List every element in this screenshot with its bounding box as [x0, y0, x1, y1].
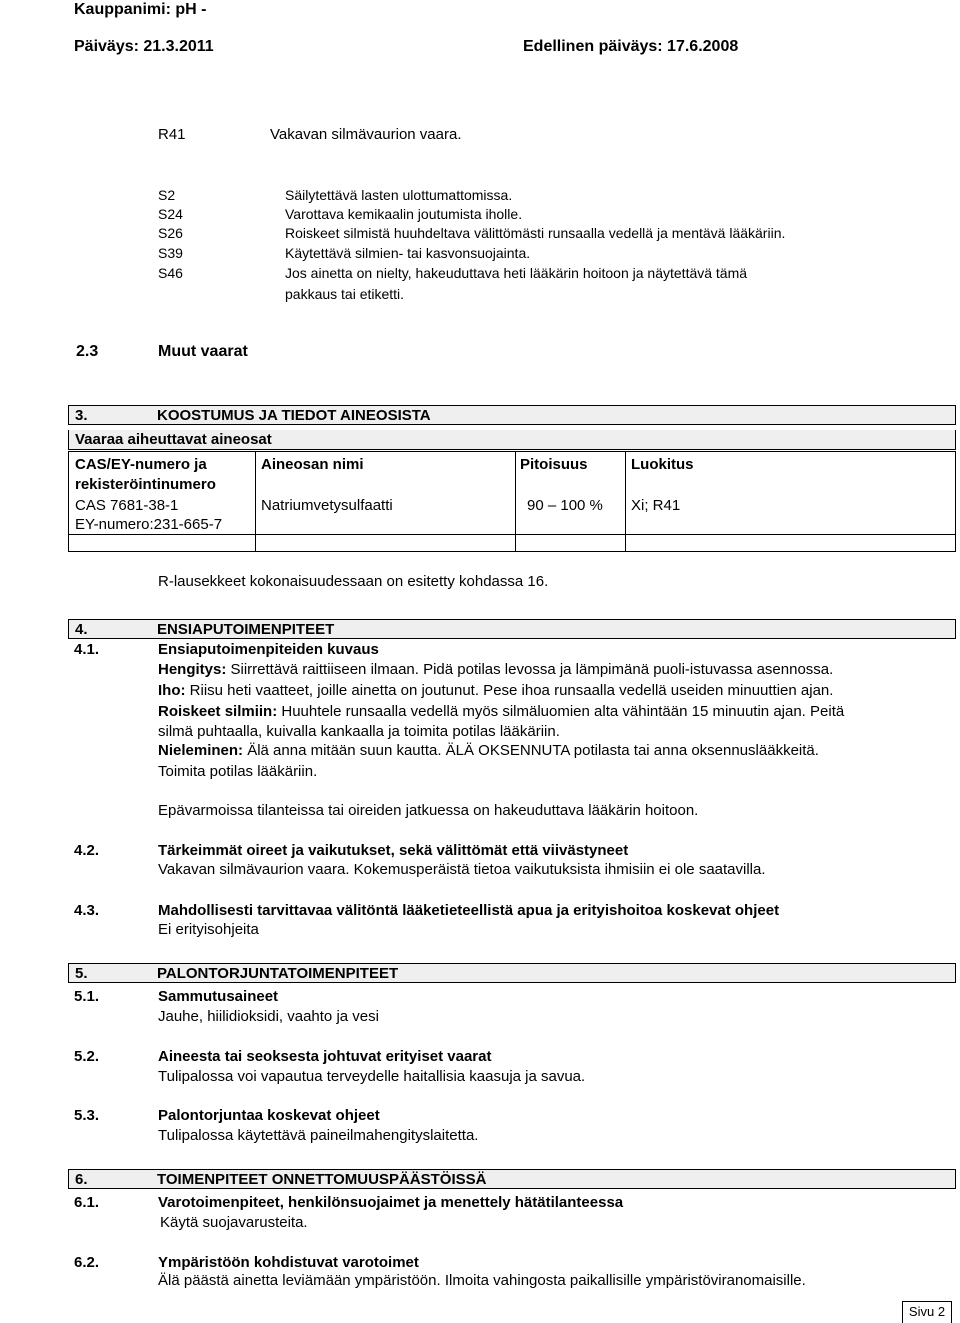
s-phrase-code: S46 [158, 265, 183, 281]
document-date: Päiväys: 21.3.2011 [74, 38, 214, 55]
text-doubt: Epävarmoissa tilanteissa tai oireiden jatkuessa on hakeuduttava lääkärin hoitoon. [158, 802, 699, 819]
section-6-bar [68, 1169, 956, 1189]
subsection-text: Ei erityisohjeita [158, 921, 259, 938]
text-eyes: Huuhtele runsaalla vedellä myös silmäluomien alta vähintään 15 minuutin ajan. Peitä [277, 703, 845, 720]
section-title: TOIMENPITEET ONNETTOMUUSPÄÄSTÖISSÄ [157, 1171, 487, 1188]
subsection-title: Mahdollisesti tarvittavaa välitöntä lääketieteellistä apua ja erityishoitoa koskevat ohjeet [158, 902, 780, 919]
cell-classification: Xi; R41 [631, 497, 681, 514]
r-phrase-note: R-lausekkeet kokonaisuudessaan on esitetty kohdassa 16. [158, 573, 549, 590]
s-phrase-code: S2 [158, 187, 176, 203]
label-ingestion: Nieleminen: [158, 742, 244, 759]
subsection-text: Käytä suojavarusteita. [160, 1214, 308, 1231]
section-title: PALONTORJUNTATOIMENPITEET [157, 965, 399, 982]
subsection-title: Vaaraa aiheuttavat aineosat [75, 431, 272, 448]
subsection-number: 5.1. [74, 988, 100, 1005]
subsection-number: 5.2. [74, 1048, 100, 1065]
section-number: 4. [75, 621, 88, 638]
section-title: ENSIAPUTOIMENPITEET [157, 621, 335, 638]
trade-name: Kauppanimi: pH - [74, 1, 207, 18]
section-4-bar [68, 619, 956, 639]
section-title: KOOSTUMUS JA TIEDOT AINEOSISTA [157, 407, 431, 424]
s-phrase-code: S24 [158, 206, 183, 222]
subsection-number: 4.2. [74, 842, 100, 859]
subsection-number: 4.1. [74, 641, 100, 658]
text-ingestion-continued: Toimita potilas lääkäriin. [158, 763, 318, 780]
subsection-text: Tulipalossa käytettävä paineilmahengityslaitetta. [158, 1127, 479, 1144]
r-phrase-code: R41 [158, 126, 186, 143]
subsection-number: 4.3. [74, 902, 100, 919]
section-number: 2.3 [76, 343, 99, 360]
text-ingestion: Älä anna mitään suun kautta. ÄLÄ OKSENNUTA potilasta tai anna oksennuslääkkeitä. [243, 742, 819, 759]
section-5-bar [68, 963, 956, 983]
table-header-cas-a: CAS/EY-numero ja [75, 456, 207, 473]
subsection-number: 6.2. [74, 1254, 100, 1271]
subsection-text: Jauhe, hiilidioksidi, vaahto ja vesi [158, 1008, 379, 1025]
subsection-number: 6.1. [74, 1194, 100, 1211]
label-eyes: Roiskeet silmiin: [158, 703, 278, 720]
text-skin: Riisu heti vaatteet, joille ainetta on joutunut. Pese ihoa runsaalla vedellä useiden minuuttien ajan. [185, 682, 834, 699]
s-phrase-text: Jos ainetta on nielty, hakeuduttava heti lääkärin hoitoon ja näytettävä tämä [285, 265, 748, 281]
s-phrase-text: Varottava kemikaalin joutumista iholle. [285, 206, 523, 222]
table-header-name: Aineosan nimi [261, 456, 364, 473]
s-phrase-code: S39 [158, 245, 183, 261]
label-inhalation: Hengitys: [158, 661, 227, 678]
cell-ingredient-name: Natriumvetysulfaatti [261, 497, 393, 514]
cell-concentration: 90 – 100 % [527, 497, 603, 514]
s-phrase-text: Roiskeet silmistä huuhdeltava välittömästi runsaalla vedellä ja mentävä lääkäriin. [285, 225, 786, 241]
cell-cas-number: CAS 7681-38-1 [75, 497, 179, 514]
page-number: Sivu 2 [902, 1301, 952, 1323]
subsection-title: Ympäristöön kohdistuvat varotoimet [158, 1254, 419, 1271]
table-header-concentration: Pitoisuus [520, 456, 588, 473]
section-title: Muut vaarat [158, 343, 248, 360]
composition-table [68, 451, 956, 552]
subsection-title: Sammutusaineet [158, 988, 279, 1005]
section-number: 5. [75, 965, 88, 982]
subsection-title: Varotoimenpiteet, henkilönsuojaimet ja menettely hätätilanteessa [158, 1194, 624, 1211]
text-inhalation: Siirrettävä raittiiseen ilmaan. Pidä potilas levossa ja lämpimänä puoli-istuvassa asennossa. [226, 661, 834, 678]
previous-date: Edellinen päiväys: 17.6.2008 [523, 38, 739, 55]
s-phrase-code: S26 [158, 225, 183, 241]
subsection-title: Palontorjuntaa koskevat ohjeet [158, 1107, 380, 1124]
table-header-cas-b: rekisteröintinumero [75, 476, 216, 493]
subsection-text: Älä päästä ainetta leviämään ympäristöön. Ilmoita vahingosta paikallisille ympäristöviranomaisille. [158, 1272, 806, 1289]
section-number: 6. [75, 1171, 88, 1188]
subsection-title: Tärkeimmät oireet ja vaikutukset, sekä välittömät että viivästyneet [158, 842, 629, 859]
subsection-title: Aineesta tai seoksesta johtuvat erityiset vaarat [158, 1048, 492, 1065]
subsection-bar [68, 430, 956, 450]
s-phrase-text: Säilytettävä lasten ulottumattomissa. [285, 187, 513, 203]
table-header-classification: Luokitus [631, 456, 694, 473]
s-phrase-text-continued: pakkaus tai etiketti. [285, 286, 405, 302]
subsection-text: Tulipalossa voi vapautua terveydelle haitallisia kaasuja ja savua. [158, 1068, 586, 1085]
cell-ey-number: EY-numero:231-665-7 [75, 516, 223, 533]
section-number: 3. [75, 407, 88, 424]
section-3-bar [68, 405, 956, 425]
r-phrase-text: Vakavan silmävaurion vaara. [270, 126, 462, 143]
label-skin: Iho: [158, 682, 186, 699]
text-eyes-continued: silmä puhtaalla, kuivalla kankaalla ja toimita potilas lääkäriin. [158, 723, 560, 740]
subsection-text: Vakavan silmävaurion vaara. Kokemusperäistä tietoa vaikutuksista ihmisiin ei ole saatavilla. [158, 861, 766, 878]
subsection-title: Ensiaputoimenpiteiden kuvaus [158, 641, 379, 658]
subsection-number: 5.3. [74, 1107, 100, 1124]
s-phrase-text: Käytettävä silmien- tai kasvonsuojainta. [285, 245, 531, 261]
